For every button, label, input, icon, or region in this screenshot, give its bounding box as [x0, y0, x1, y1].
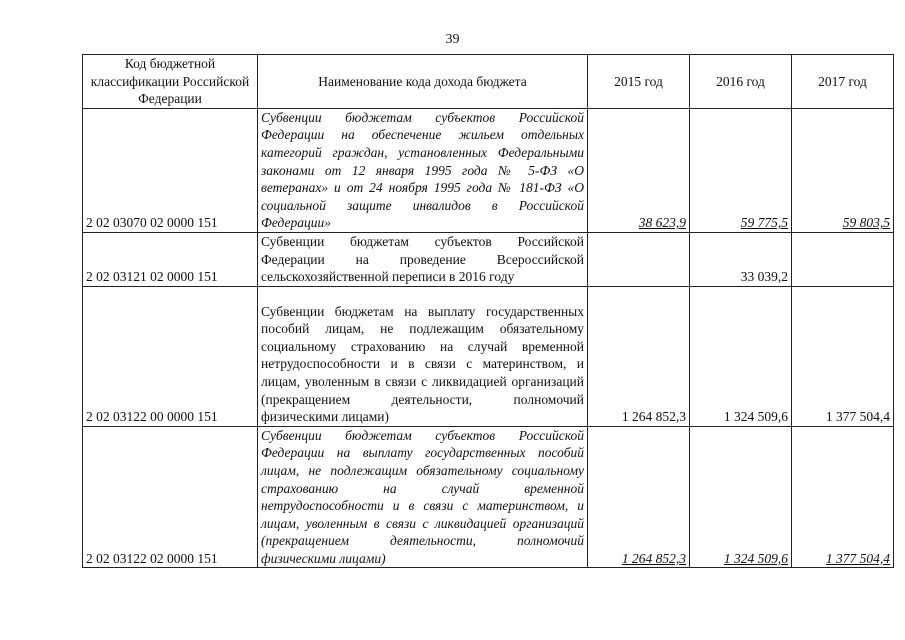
row-value-2017: 1 377 504,4	[792, 426, 894, 568]
row-code: 2 02 03122 00 0000 151	[83, 286, 258, 426]
page-number: 39	[445, 32, 460, 47]
row-code: 2 02 03121 02 0000 151	[83, 232, 258, 286]
table-row	[83, 232, 894, 286]
budget-revenue-table	[82, 54, 894, 568]
table-row	[83, 286, 894, 426]
row-value-2015: 1 264 852,3	[588, 426, 690, 568]
row-value-2016: 59 775,5	[690, 108, 792, 232]
table-row	[83, 108, 894, 232]
row-value-2015	[588, 232, 690, 286]
row-value-2016: 33 039,2	[690, 232, 792, 286]
header-code: Код бюджетной классификации Российской Федерации	[83, 55, 258, 109]
row-code: 2 02 03070 02 0000 151	[83, 108, 258, 232]
table-row	[83, 426, 894, 568]
table-header-row	[83, 55, 894, 109]
row-value-2015: 1 264 852,3	[588, 286, 690, 426]
header-2017: 2017 год	[792, 55, 894, 109]
header-name: Наименование кода дохода бюджета	[258, 55, 588, 109]
header-2015: 2015 год	[588, 55, 690, 109]
row-name: Субвенции бюджетам субъектов Российской Федерации на обеспечение жильем отдельных категорий граждан, установленных Федеральными законами от 12 января 1995 года № 5-ФЗ «О ветеранах» и от 24 ноября 1995 года № 181-ФЗ «О социальной защите инвалидов в Российской Федерации»	[258, 108, 588, 232]
row-value-2015: 38 623,9	[588, 108, 690, 232]
row-value-2017: 1 377 504,4	[792, 286, 894, 426]
row-name: Субвенции бюджетам субъектов Российской Федерации на выплату государственных пособий лицам, не подлежащим обязательному социальному страхованию на случай временной нетрудоспособности и в связи с материнством, и лицам, уволенным в связи с ликвидацией организаций (прекращением деятельности, полномочий физическими лицами)	[258, 426, 588, 568]
row-name: Субвенции бюджетам субъектов Российской Федерации на проведение Всероссийской сельскохозяйственной переписи в 2016 году	[258, 232, 588, 286]
row-name: Субвенции бюджетам на выплату государственных пособий лицам, не подлежащим обязательному социальному страхованию на случай временной нетрудоспособности и в связи с материнством, и лицам, уволенным в связи с ликвидацией организаций (прекращением деятельности, полномочий физическими лицами)	[258, 286, 588, 426]
row-value-2017	[792, 232, 894, 286]
row-value-2016: 1 324 509,6	[690, 286, 792, 426]
row-value-2017: 59 803,5	[792, 108, 894, 232]
row-value-2016: 1 324 509,6	[690, 426, 792, 568]
header-2016: 2016 год	[690, 55, 792, 109]
row-code: 2 02 03122 02 0000 151	[83, 426, 258, 568]
